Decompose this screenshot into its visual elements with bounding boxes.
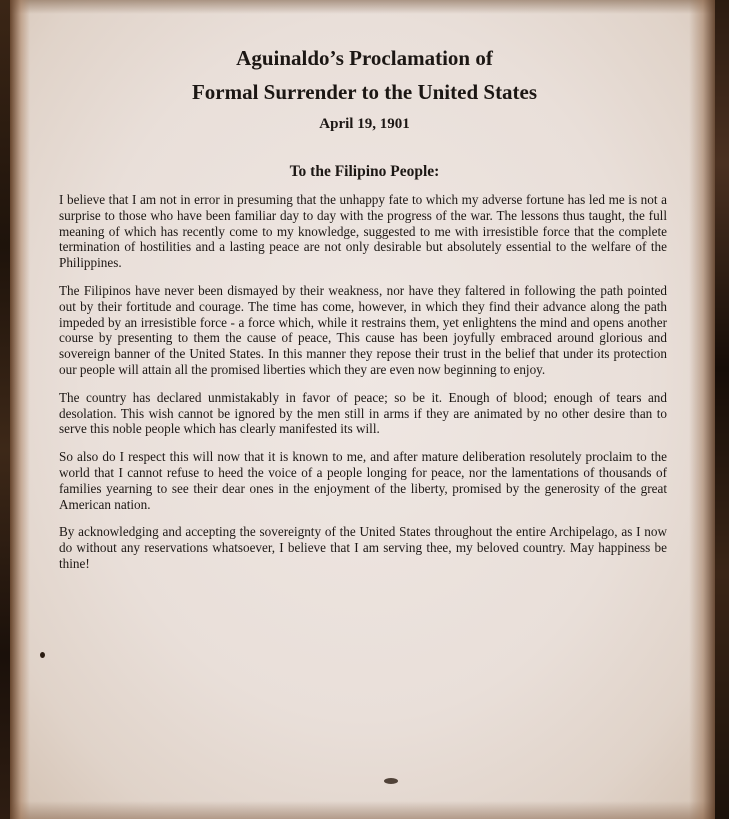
burnt-bottom-edge	[0, 801, 729, 819]
proclamation-body	[59, 192, 667, 584]
ink-spot	[40, 652, 45, 658]
paragraph-1: I believe that I am not in error in presuming that the unhappy fate to which my adverse fortune has led me is not a surprise to those who have been familiar day to day with the progress of the war. The lessons thus taught, the full meaning of which has recently come to my knowledge, suggested to me with irresistible force that the complete termination of hostilities and a lasting peace are not only desirable but absolutely essential to the welfare of the Philippines.	[59, 192, 667, 271]
paragraph-3: The country has declared unmistakably in favor of peace; so be it. Enough of blood; enough of tears and desolation. This wish cannot be ignored by the men still in arms if they are animated by no other desire than to serve this noble people which has clearly manifested its will.	[59, 389, 667, 437]
ink-spot	[384, 778, 398, 784]
paragraph-5: By acknowledging and accepting the sovereignty of the United States throughout the entire Archipelago, as I now do without any reservations whatsoever, I believe that I am serving thee, my beloved country. May happiness be thine!	[59, 524, 667, 571]
paragraph-4: So also do I respect this will now that it is known to me, and after mature deliberation resolutely proclaim to the world that I cannot refuse to heed the voice of a people longing for peace, nor the lamentations of thousands of families yearning to see their dear ones in the enjoyment of the liberty, promised by the generosity of the great American nation.	[59, 449, 667, 512]
title-line-2: Formal Surrender to the United States	[191, 80, 538, 104]
salutation: To the Filipino People:	[289, 163, 440, 180]
paragraph-2: The Filipinos have never been dismayed by their weakness, nor have they faltered in following the path pointed out by their fortitude and courage. The time has come, however, in which they find their advance along the path impeded by an irresistible force - a force which, while it restrains them, yet enlightens the mind and opens another course by presenting to them the cause of peace, This cause has been joyfully embraced around glorious and sovereign banner of the United States. In this manner they repose their trust in the belief that under its protection our people will attain all the promised liberties which they are even now beginning to enjoy.	[59, 282, 667, 377]
title-line-1: Aguinaldo’s Proclamation of	[236, 46, 493, 70]
document-date: April 19, 1901	[319, 116, 410, 132]
burnt-top-edge	[0, 0, 729, 14]
